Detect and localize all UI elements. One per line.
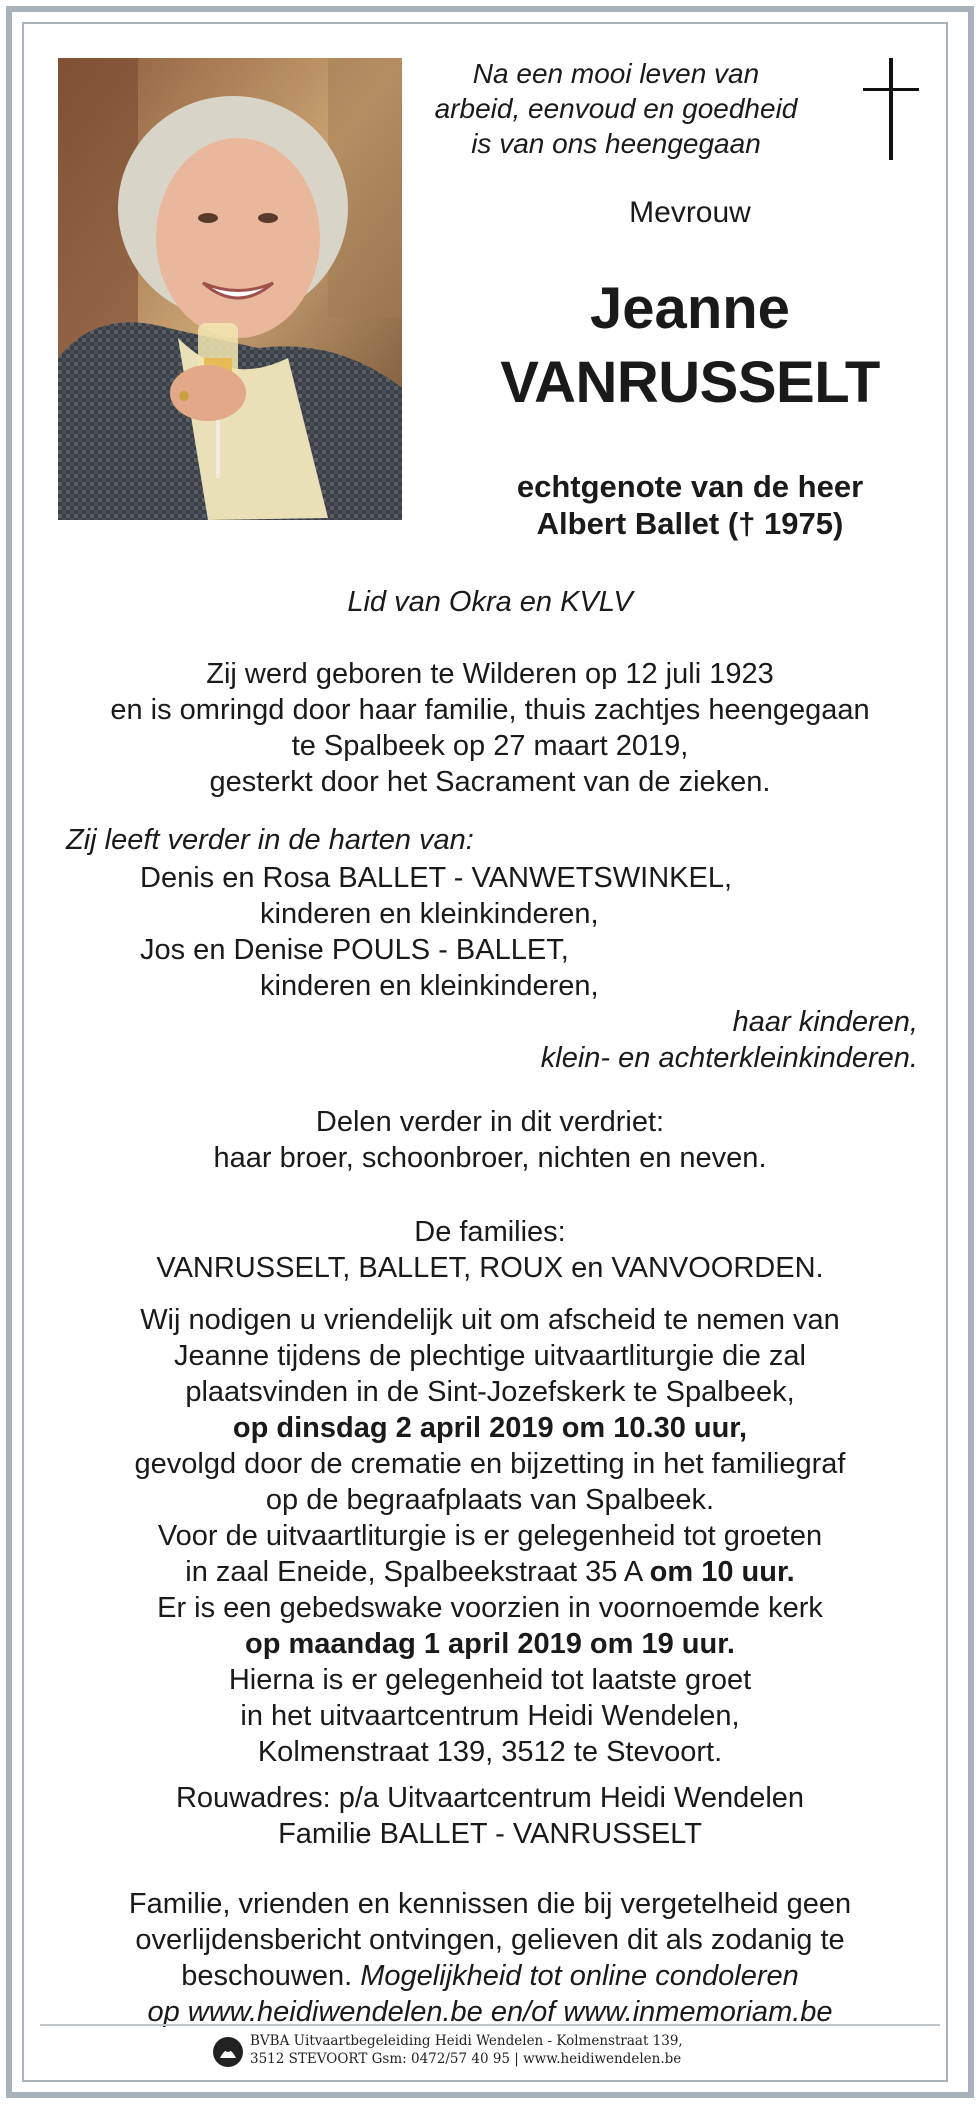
hearts-closing-2: klein- en achterkleinkinderen. <box>540 1042 918 1074</box>
invitation-line: Voor de uitvaartliturgie is er gelegenheid tot groeten <box>157 1520 823 1552</box>
families-section <box>40 1214 940 1286</box>
funeral-date: op dinsdag 2 april 2019 om 10.30 uur, <box>232 1412 748 1444</box>
footer-divider <box>40 2024 940 2026</box>
birth-line: Zij werd geboren te Wilderen op 12 juli 1923 <box>206 658 774 690</box>
family1-names: Denis en Rosa BALLET - VANWETSWINKEL, <box>140 862 733 894</box>
salutation: Mevrouw <box>629 196 751 229</box>
motto-line: Na een mooi leven van <box>472 58 760 89</box>
families-line: VANRUSSELT, BALLET, ROUX en VANVOORDEN. <box>156 1252 824 1284</box>
invitation-section <box>40 1302 940 1770</box>
closing-text: beschouwen. <box>181 1960 353 1992</box>
grief-section <box>40 1104 940 1176</box>
family2-names: Jos en Denise POULS - BALLET, <box>140 934 569 966</box>
birth-line: gesterkt door het Sacrament van de zieken. <box>209 766 771 798</box>
spouse-line: echtgenote van de heer <box>516 469 864 504</box>
invitation-line <box>40 1554 940 1590</box>
hearts-closing-1: haar kinderen, <box>732 1006 918 1038</box>
funeral-home-logo-icon <box>212 2036 244 2068</box>
family1-desc: kinderen en kleinkinderen, <box>260 898 599 930</box>
vigil-date: op maandag 1 april 2019 om 19 uur. <box>245 1628 735 1660</box>
motto-line: is van ons heengegaan <box>471 128 761 159</box>
invitation-line: plaatsvinden in de Sint-Jozefskerk te Spalbeek, <box>185 1376 795 1408</box>
families-line: De families: <box>414 1216 566 1248</box>
footer-line: BVBA Uitvaartbegeleiding Heidi Wendelen - Kolmenstraat 139, <box>250 2033 683 2049</box>
spouse-line: Albert Ballet († 1975) <box>536 506 844 541</box>
invitation-line: Er is een gebedswake voorzien in voornoemde kerk <box>157 1592 823 1624</box>
grief-line: Delen verder in dit verdriet: <box>315 1106 665 1138</box>
mourning-address <box>40 1780 940 1852</box>
invitation-line: Hierna is er gelegenheid tot laatste groet <box>228 1664 752 1696</box>
invitation-line: Wij nodigen u vriendelijk uit om afscheid te nemen van <box>140 1304 840 1336</box>
birth-death-info <box>40 656 940 800</box>
membership: Lid van Okra en KVLV <box>347 586 633 618</box>
invitation-line: Jeanne tijdens de plechtige uitvaartliturgie die zal <box>174 1340 806 1372</box>
birth-line: te Spalbeek op 27 maart 2019, <box>291 730 689 762</box>
footer <box>250 2032 683 2068</box>
motto <box>410 56 822 161</box>
viewing-time: om 10 uur. <box>649 1556 795 1588</box>
invitation-line: Kolmenstraat 139, 3512 te Stevoort. <box>257 1736 723 1768</box>
cross-icon <box>863 58 919 160</box>
address-line: Rouwadres: p/a Uitvaartcentrum Heidi Wendelen <box>175 1782 805 1814</box>
viewing-location: in zaal Eneide, Spalbeekstraat 35 A <box>185 1556 642 1588</box>
condolence-websites[interactable]: op www.heidiwendelen.be en/of www.inmemoriam.be <box>147 1996 833 2028</box>
online-condolence-text: Mogelijkheid tot online condoleren <box>360 1960 799 1992</box>
last-name: VANRUSSELT <box>500 350 880 415</box>
portrait-photo <box>58 58 402 520</box>
closing-line: Familie, vrienden en kennissen die bij vergetelheid geen <box>128 1888 852 1920</box>
spouse-info <box>420 468 960 542</box>
invitation-line: in het uitvaartcentrum Heidi Wendelen, <box>240 1700 740 1732</box>
motto-line: arbeid, eenvoud en goedheid <box>434 93 798 124</box>
invitation-line: gevolgd door de crematie en bijzetting in het familiegraf <box>134 1448 846 1480</box>
hearts-title: Zij leeft verder in de harten van: <box>66 824 474 856</box>
first-name: Jeanne <box>590 276 790 341</box>
closing-line: overlijdensbericht ontvingen, gelieven dit als zodanig te <box>135 1924 845 1956</box>
invitation-line: op de begraafplaats van Spalbeek. <box>265 1484 715 1516</box>
footer-line: 3512 STEVOORT Gsm: 0472/57 40 95 | www.heidiwendelen.be <box>250 2051 682 2067</box>
closing-notice <box>40 1886 940 2030</box>
family2-desc: kinderen en kleinkinderen, <box>260 970 599 1002</box>
closing-line <box>40 1958 940 1994</box>
grief-line: haar broer, schoonbroer, nichten en neven. <box>213 1142 767 1174</box>
birth-line: en is omringd door haar familie, thuis zachtjes heengegaan <box>110 694 870 726</box>
address-line: Familie BALLET - VANRUSSELT <box>278 1818 702 1850</box>
